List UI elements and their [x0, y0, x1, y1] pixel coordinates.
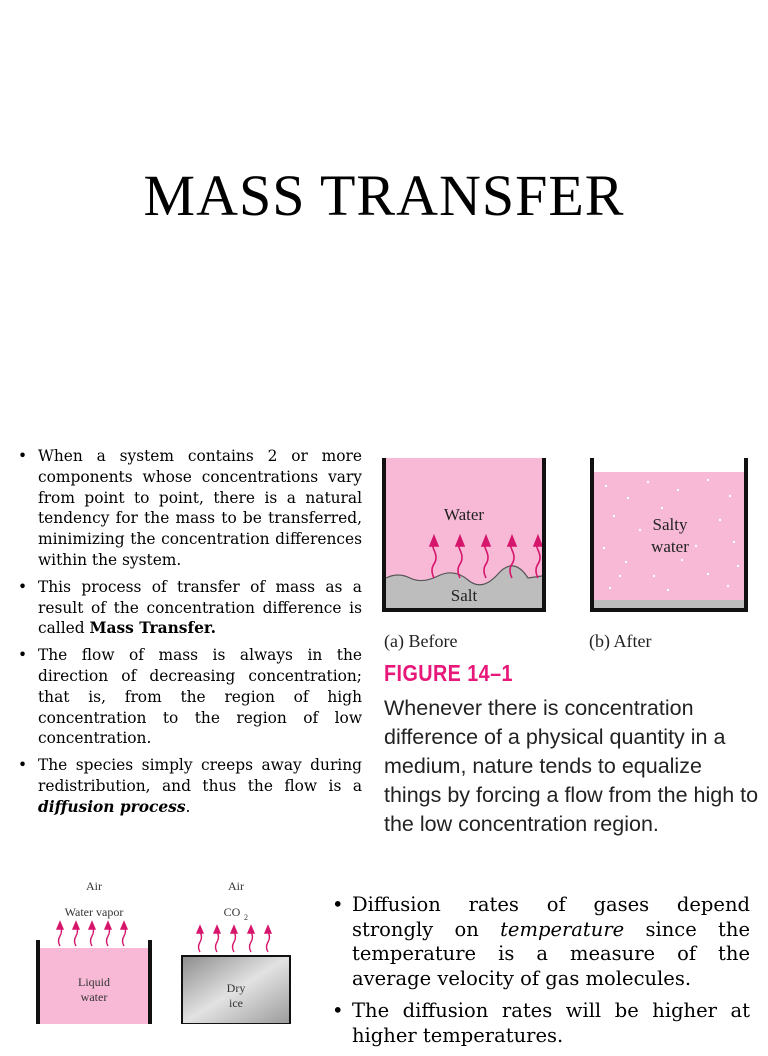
bullet-icon: • — [332, 999, 344, 1022]
salty-label-line1: Salty — [652, 515, 688, 534]
water-vapor-label: Water vapor — [64, 905, 124, 919]
salt-label: Salt — [450, 586, 478, 605]
air-label-2: Air — [228, 879, 244, 893]
left-bullet-list — [14, 446, 362, 824]
bullet-text: The diffusion rates will be higher at higher temperatures. — [352, 999, 750, 1047]
salty-water-fill — [594, 472, 744, 600]
bullet-text: since the temperature is a measure of the average velocity of gas molecules. — [352, 917, 750, 990]
figure-label: FIGURE 14–1 — [384, 660, 513, 686]
bullet-text: When a system contains 2 or more components whose concentrations vary from point to point, there is a natural tendency for the mass to be transferred, minimizing the concentration differences within the system. — [38, 447, 362, 569]
right-bullet-list — [328, 893, 750, 1056]
bullet-text: temperature — [500, 917, 625, 941]
bullet-item — [328, 893, 750, 991]
caption-b-after: (b) After — [589, 631, 652, 651]
bullet-text: diffusion process — [38, 797, 186, 816]
bullet-item — [14, 645, 362, 749]
liquid-label-line2: water — [80, 990, 108, 1004]
caption-a-before: (a) Before — [384, 631, 458, 651]
figure-caption: Whenever there is concentration difference of a physical quantity in a medium, nature tends to equalize things by forcing a flow from the high to the low concentration region. — [384, 696, 759, 836]
figure-evaporation-sublimation — [30, 874, 300, 1024]
figure-14-1-beakers — [378, 450, 758, 620]
liquid-label-line1: Liquid — [78, 975, 110, 989]
bullet-text: The flow of mass is always in the direction of decreasing concentration; that is, from the region of high concentration to the region of low concentration. — [38, 646, 362, 748]
bullet-item — [14, 446, 362, 571]
bullet-icon: • — [18, 756, 28, 775]
bullet-item — [14, 577, 362, 639]
salty-label-line2: water — [651, 537, 689, 556]
bullet-text: Mass Transfer. — [89, 619, 216, 638]
dry-ice-label-line2: ice — [229, 996, 243, 1010]
bullet-icon: • — [332, 893, 344, 916]
page-title: MASS TRANSFER — [143, 163, 625, 228]
bullet-item — [14, 755, 362, 817]
bullet-icon: • — [18, 577, 28, 596]
bullet-text: . — [185, 797, 191, 816]
bullet-text: This process of transfer of mass as a result of the concentration difference is called — [38, 577, 362, 638]
co2-subscript: 2 — [244, 913, 248, 922]
co2-arrows — [197, 926, 271, 952]
bullet-text: The species simply creeps away during redistribution, and thus the flow is a — [38, 756, 362, 795]
water-label: Water — [443, 505, 485, 524]
bullet-icon: • — [18, 447, 28, 465]
air-label-1: Air — [86, 879, 102, 893]
vapor-arrows — [57, 922, 127, 946]
co2-label: CO — [223, 905, 241, 919]
dry-ice-label-line1: Dry — [226, 981, 246, 995]
bullet-text: Diffusion rates of gases depend strongly on — [352, 893, 750, 941]
bullet-icon: • — [18, 646, 28, 665]
